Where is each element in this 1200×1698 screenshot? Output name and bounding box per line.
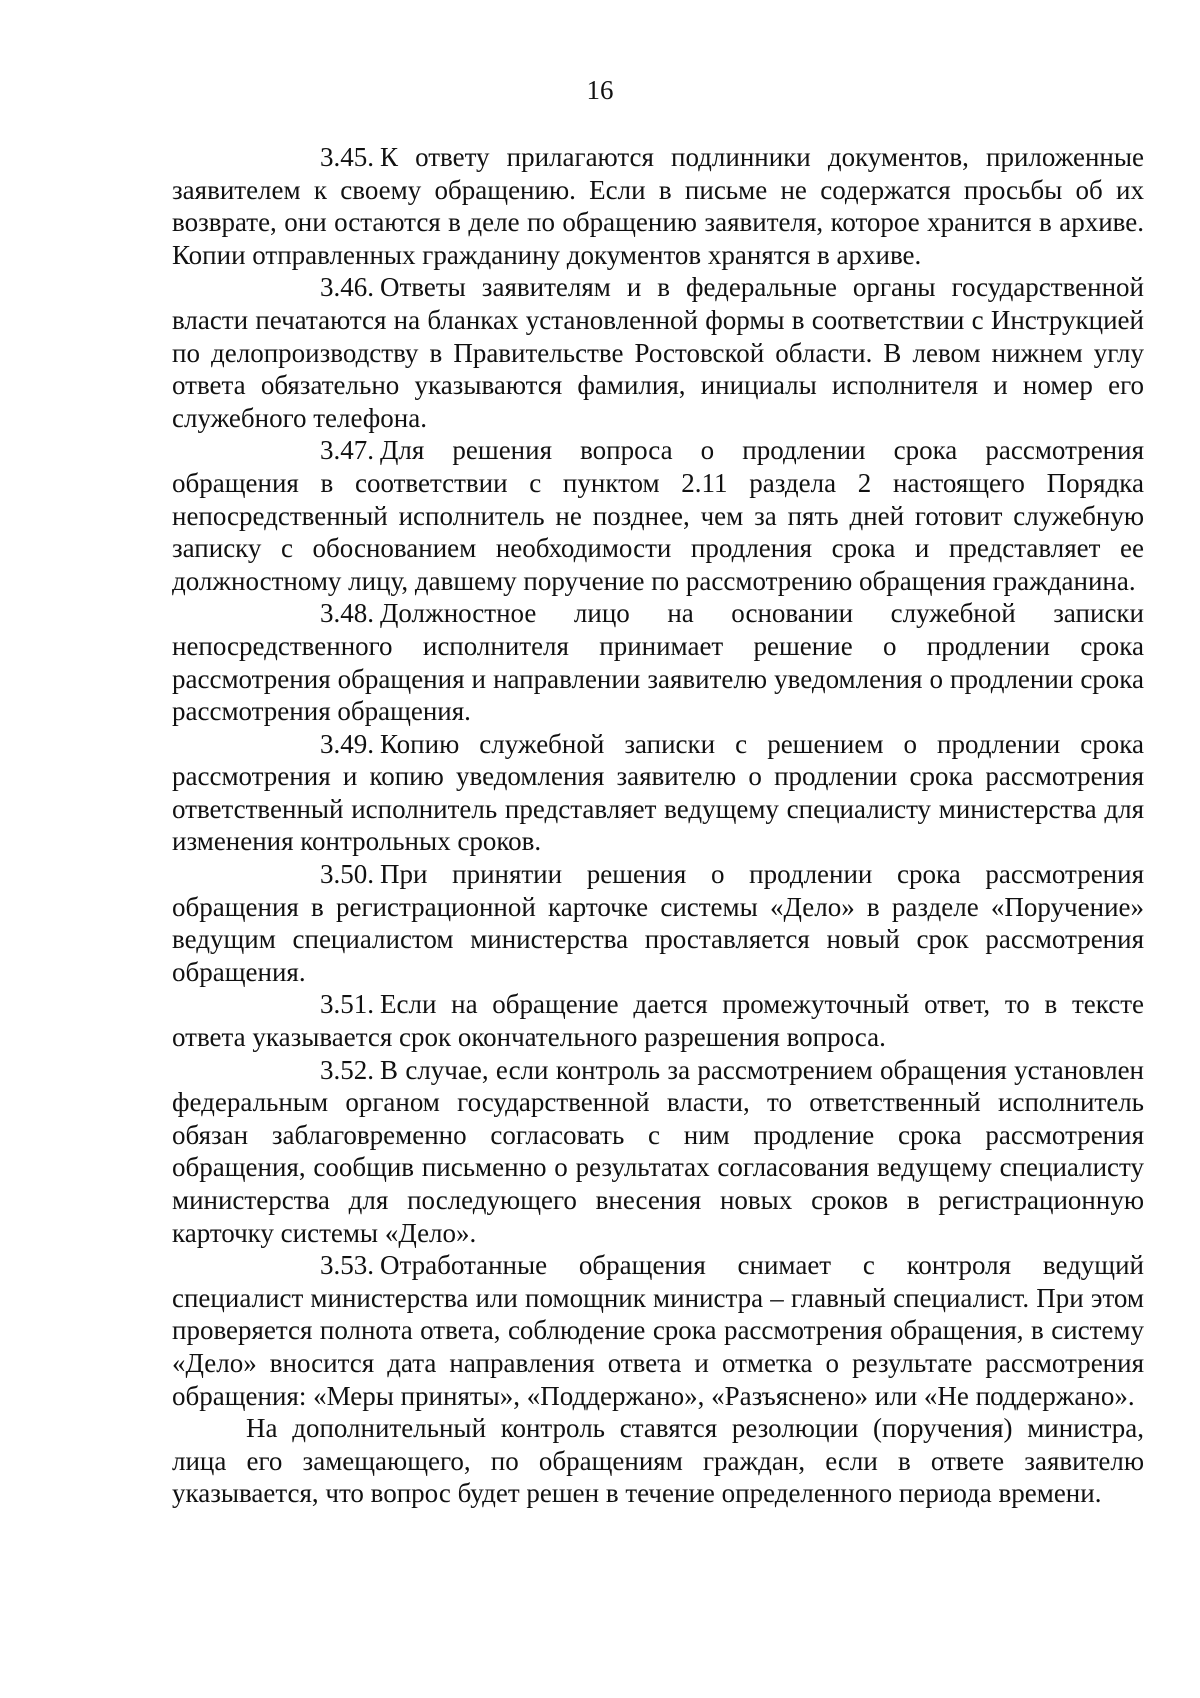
paragraph-text: Копию служебной записки с решением о продлении срока рассмотрения и копию уведомления заявителю о продлении срока рассмотрения ответственный исполнитель представляет ведущему специалисту министерства для изменения контрольных сроков. (172, 728, 1144, 857)
paragraph-number: 3.52. (320, 1054, 374, 1085)
document-body (172, 141, 1144, 1510)
paragraph-number: 3.48. (320, 598, 374, 629)
paragraph-text: Для решения вопроса о продлении срока рассмотрения обращения в соответствии с пунктом 2.11 раздела 2 настоящего Порядка непосредственный исполнитель не позднее, чем за пять дней готовит служебную записку с обоснованием необходимости продления срока и представляет ее должностному лицу, давшему поручение по рассмотрению обращения гражданина. (172, 435, 1144, 596)
paragraph-number: 3.49. (320, 728, 374, 759)
paragraph-3-49 (172, 728, 1144, 858)
paragraph-text: В случае, если контроль за рассмотрением обращения установлен федеральным органом государственной власти, то ответственный исполнитель обязан заблаговременно согласовать с ним продление срока рассмотрения обращения, сообщив письменно о результатах согласования ведущему специалисту министерства для последующего внесения новых сроков в регистрационную карточку системы «Дело». (172, 1054, 1144, 1248)
paragraph-number: 3.51. (320, 989, 374, 1020)
paragraph-number: 3.50. (320, 859, 374, 890)
paragraph-3-45 (172, 141, 1144, 271)
paragraph-number: 3.45. (320, 142, 374, 172)
paragraph-3-46 (172, 271, 1144, 434)
paragraph-text: Если на обращение дается промежуточный ответ, то в тексте ответа указывается срок окончательного разрешения вопроса. (172, 989, 1144, 1053)
paragraph-text: Должностное лицо на основании служебной записки непосредственного исполнителя принимает решение о продлении срока рассмотрения обращения и направлении заявителю уведомления о продлении срока рассмотрения обращения. (172, 598, 1144, 727)
paragraph-text: При принятии решения о продлении срока рассмотрения обращения в регистрационной карточке системы «Дело» в разделе «Поручение» ведущим специалистом министерства проставляется новый срок рассмотрения обращения. (172, 859, 1144, 987)
paragraph-3-51 (172, 988, 1144, 1053)
paragraph-text: К ответу прилагаются подлинники документов, приложенные заявителем к своему обращению. Если в письме не содержатся просьбы об их возврате, они остаются в деле по обращению заявителя, которое хранится в архиве. Копии отправленных гражданину документов хранятся в архиве. (172, 142, 1144, 270)
paragraph-number: 3.47. (320, 435, 374, 466)
paragraph-3-52 (172, 1054, 1144, 1250)
paragraph-number: 3.53. (320, 1250, 374, 1281)
paragraph-number: 3.46. (320, 272, 374, 303)
paragraph-text: Ответы заявителям и в федеральные органы государственной власти печатаются на бланках установленной формы в соответствии с Инструкцией по делопроизводству в Правительстве Ростовской области. В левом нижнем углу ответа обязательно указываются фамилия, инициалы исполнителя и номер его служебного телефона. (172, 272, 1144, 433)
page-number: 16 (586, 75, 614, 105)
paragraph-3-47 (172, 434, 1144, 597)
paragraph-text: Отработанные обращения снимает с контроля ведущий специалист министерства или помощник министра – главный специалист. При этом проверяется полнота ответа, соблюдение срока рассмотрения обращения, в систему «Дело» вносится дата направления ответа и отметка о результате рассмотрения обращения: «Меры приняты», «Поддержано», «Разъяснено» или «Не поддержано». (172, 1250, 1144, 1411)
paragraph-3-48 (172, 597, 1144, 727)
paragraph-additional-control (172, 1412, 1144, 1510)
paragraph-3-50 (172, 858, 1144, 988)
paragraph-text: На дополнительный контроль ставятся резолюции (поручения) министра, лица его замещающего, по обращениям граждан, если в ответе заявителю указывается, что вопрос будет решен в течение определенного периода времени. (172, 1413, 1144, 1509)
paragraph-3-53 (172, 1249, 1144, 1412)
